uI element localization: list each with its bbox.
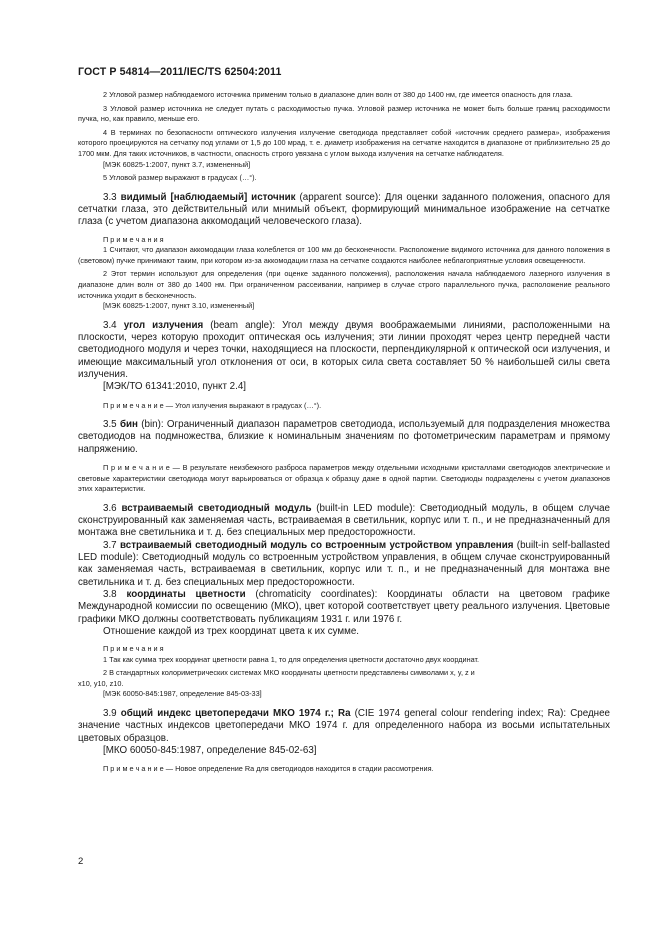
section-3-8 bbox=[78, 589, 610, 626]
page-header: ГОСТ Р 54814—2011/IEC/TS 62504:2011 bbox=[78, 66, 282, 78]
paragraph: Отношение каждой из трех координат цвета к их сумме. bbox=[103, 625, 360, 637]
section-number: 3.7 bbox=[103, 539, 117, 551]
page-number: 2 bbox=[78, 856, 84, 867]
note-label: П р и м е ч а н и е bbox=[103, 400, 164, 410]
definition: (apparent source): Для оценки заданного положения, опасного для сетчатки глаза, это действительный или мнимый объект, формирующий минимальное изображение на сетчатке глаза (с учетом диапазона аккомодаций человеческого глаза). bbox=[78, 191, 610, 228]
term: встраиваемый светодиодный модуль bbox=[121, 502, 312, 514]
section-number: 3.5 bbox=[103, 419, 117, 431]
term: общий индекс цветопередачи МКО 1974 г.; Ra bbox=[120, 708, 351, 720]
note-2: 2 Угловой размер наблюдаемого источника применим только в диапазоне длин волн от 380 до 1400 нм, где имеется опасность для глаза. bbox=[103, 90, 573, 99]
section-number: 3.3 bbox=[103, 191, 117, 203]
note-5: 5 Угловой размер выражают в градусах (…°). bbox=[103, 173, 257, 183]
reference: [МЭК/ТО 61341:2010, пункт 2.4] bbox=[103, 381, 247, 393]
section-number: 3.6 bbox=[103, 502, 117, 514]
section-3-7 bbox=[78, 540, 610, 589]
reference: [МЭК 60050-845:1987, определение 845-03-33] bbox=[103, 689, 262, 699]
reference: [МЭК 60825-1:2007, пункт 3.10, измененный] bbox=[103, 301, 255, 311]
term: координаты цветности bbox=[126, 588, 246, 600]
section-3-5 bbox=[78, 419, 610, 456]
note-continuation: x10, y10, z10. bbox=[78, 678, 124, 688]
note-text: — Новое определение Ra для светодиодов находится в стадии рассмотрения. bbox=[163, 764, 434, 774]
term: бин bbox=[119, 419, 138, 431]
note: 2 Этот термин используют для определения (при оценке заданного положения), расположения начала наблюдаемого лазерного излучения в диапазоне длин волн от 380 до 1400 нм. При ограниченном рассеивании, например в случае строго параллельного пучка, расположение реального источника уходит в бесконечность. bbox=[78, 269, 610, 300]
section-number: 3.8 bbox=[103, 588, 117, 600]
definition: (chromaticity coordinates): Координаты области на цветовом графике Международной комиссии по освещению (МКО), цвет которой соответствует цвету реального излучения. Цветовые графики МКО должны соответствовать публикациям 1931 г. или 1976 г. bbox=[78, 588, 610, 625]
note-3: 3 Угловой размер источника не следует путать с расходимостью пучка. Угловой размер источника не может быть больше границ расходимости пучка, но, как правило, меньше его. bbox=[78, 103, 610, 124]
section-number: 3.4 bbox=[103, 319, 117, 331]
note bbox=[78, 463, 610, 495]
definition: (built-in LED module): Светодиодный модуль, в общем случае сконструированный как заменяемая часть, встраиваемая в светильник, корпус или т. п., и не предназначенный для монтажа вне светильника и т. д. без специальных мер предосторожности. bbox=[78, 502, 610, 539]
note: 1 Считают, что диапазон аккомодации глаза колеблется от 100 мм до бесконечности. Расположение видимого источника для данного положения в (световом) пучке принимают таким, при котором из-за аккомодации глаза на сетчатке создаются наиболее неблагоприятные условия освещенности. bbox=[78, 245, 610, 265]
note-label: П р и м е ч а н и е bbox=[103, 764, 164, 774]
note: 1 Так как сумма трех координат цветности равна 1, то для определения цветности достаточно двух координат. bbox=[103, 654, 480, 664]
term: встраиваемый светодиодный модуль со встроенным устройством управления bbox=[119, 539, 514, 551]
definition: (beam angle): Угол между двумя воображаемыми линиями, расположенными на плоскости, через которую проходит оптическая ось излучения; эти линии проходят через центр передней части светодиодного модуля и через точки, находящиеся на плоскости, перпендикулярной к оптической оси излучения, и имеющие максимальный угол отклонения от оси, в которых сила света составляет 50 % наибольшей силы света излучения. bbox=[78, 319, 610, 380]
reference: [МЭК 60825-1:2007, пункт 3.7, измененный] bbox=[103, 159, 251, 169]
note: 2 В стандартных колориметрических системах МКО координаты цветности представлены символами x, y, z и bbox=[103, 668, 475, 678]
page-content bbox=[78, 90, 610, 775]
section-3-6 bbox=[78, 503, 610, 540]
note-4: 4 В терминах по безопасности оптического излучения излучение светодиода представляет собой «источник среднего размера», изображения которого проецируются на сетчатку под углами от 1,5 до 100 мрад, т. е. диаметр изображения на сетчатке находится в диапазоне от приблизительно 25 до 1700 мкм. Для таких источников, в частности, опасность строго увязана с углом выхода излучения на сетчатке наблюдателя. bbox=[78, 127, 610, 158]
section-3-3 bbox=[78, 192, 610, 229]
reference: [МКО 60050-845:1987, определение 845-02-63] bbox=[103, 744, 317, 756]
definition: (bin): Ограниченный диапазон параметров светодиода, используемый для подразделения множества светодиодов на подмножества, близкие к номинальным значениям по фотометрическим параметрам и прямому напряжению. bbox=[78, 419, 610, 455]
term: видимый [наблюдаемый] источник bbox=[120, 191, 296, 203]
note bbox=[78, 764, 610, 775]
note-label: П р и м е ч а н и е bbox=[103, 463, 170, 473]
notes-header: П р и м е ч а н и я bbox=[103, 644, 164, 654]
note-text: — Угол излучения выражают в градусах (…°). bbox=[163, 400, 322, 410]
note-text: — В результате неизбежного разброса параметров между отдельными исходными кристаллами светодиодов электрические и световые характеристики светодиода могут варьироваться от образца к образцу даже в одной партии. Светодиоды подразделены с учетом диапазонов этих характеристик. bbox=[78, 463, 610, 494]
note bbox=[78, 401, 610, 412]
notes-header: П р и м е ч а н и я bbox=[103, 234, 164, 244]
definition: (built-in self-ballasted LED module): Светодиодный модуль со встроенным устройством управления, в общем случае сконструированный как заменяемая часть, встраиваемая в светильник, корпус или т. п., и не предназначенный для монтажа вне светильника и т. д. без специальных мер предосторожности. bbox=[78, 539, 610, 588]
section-3-9 bbox=[78, 708, 610, 745]
definition: (CIE 1974 general colour rendering index; Ra): Среднее значение частных индексов цветопередачи МКО 1974 г. для определенного набора из восьми испытательных цветовых образцов. bbox=[78, 708, 610, 744]
term: угол излучения bbox=[123, 319, 204, 331]
section-number: 3.9 bbox=[103, 708, 117, 720]
section-3-4 bbox=[78, 320, 610, 381]
